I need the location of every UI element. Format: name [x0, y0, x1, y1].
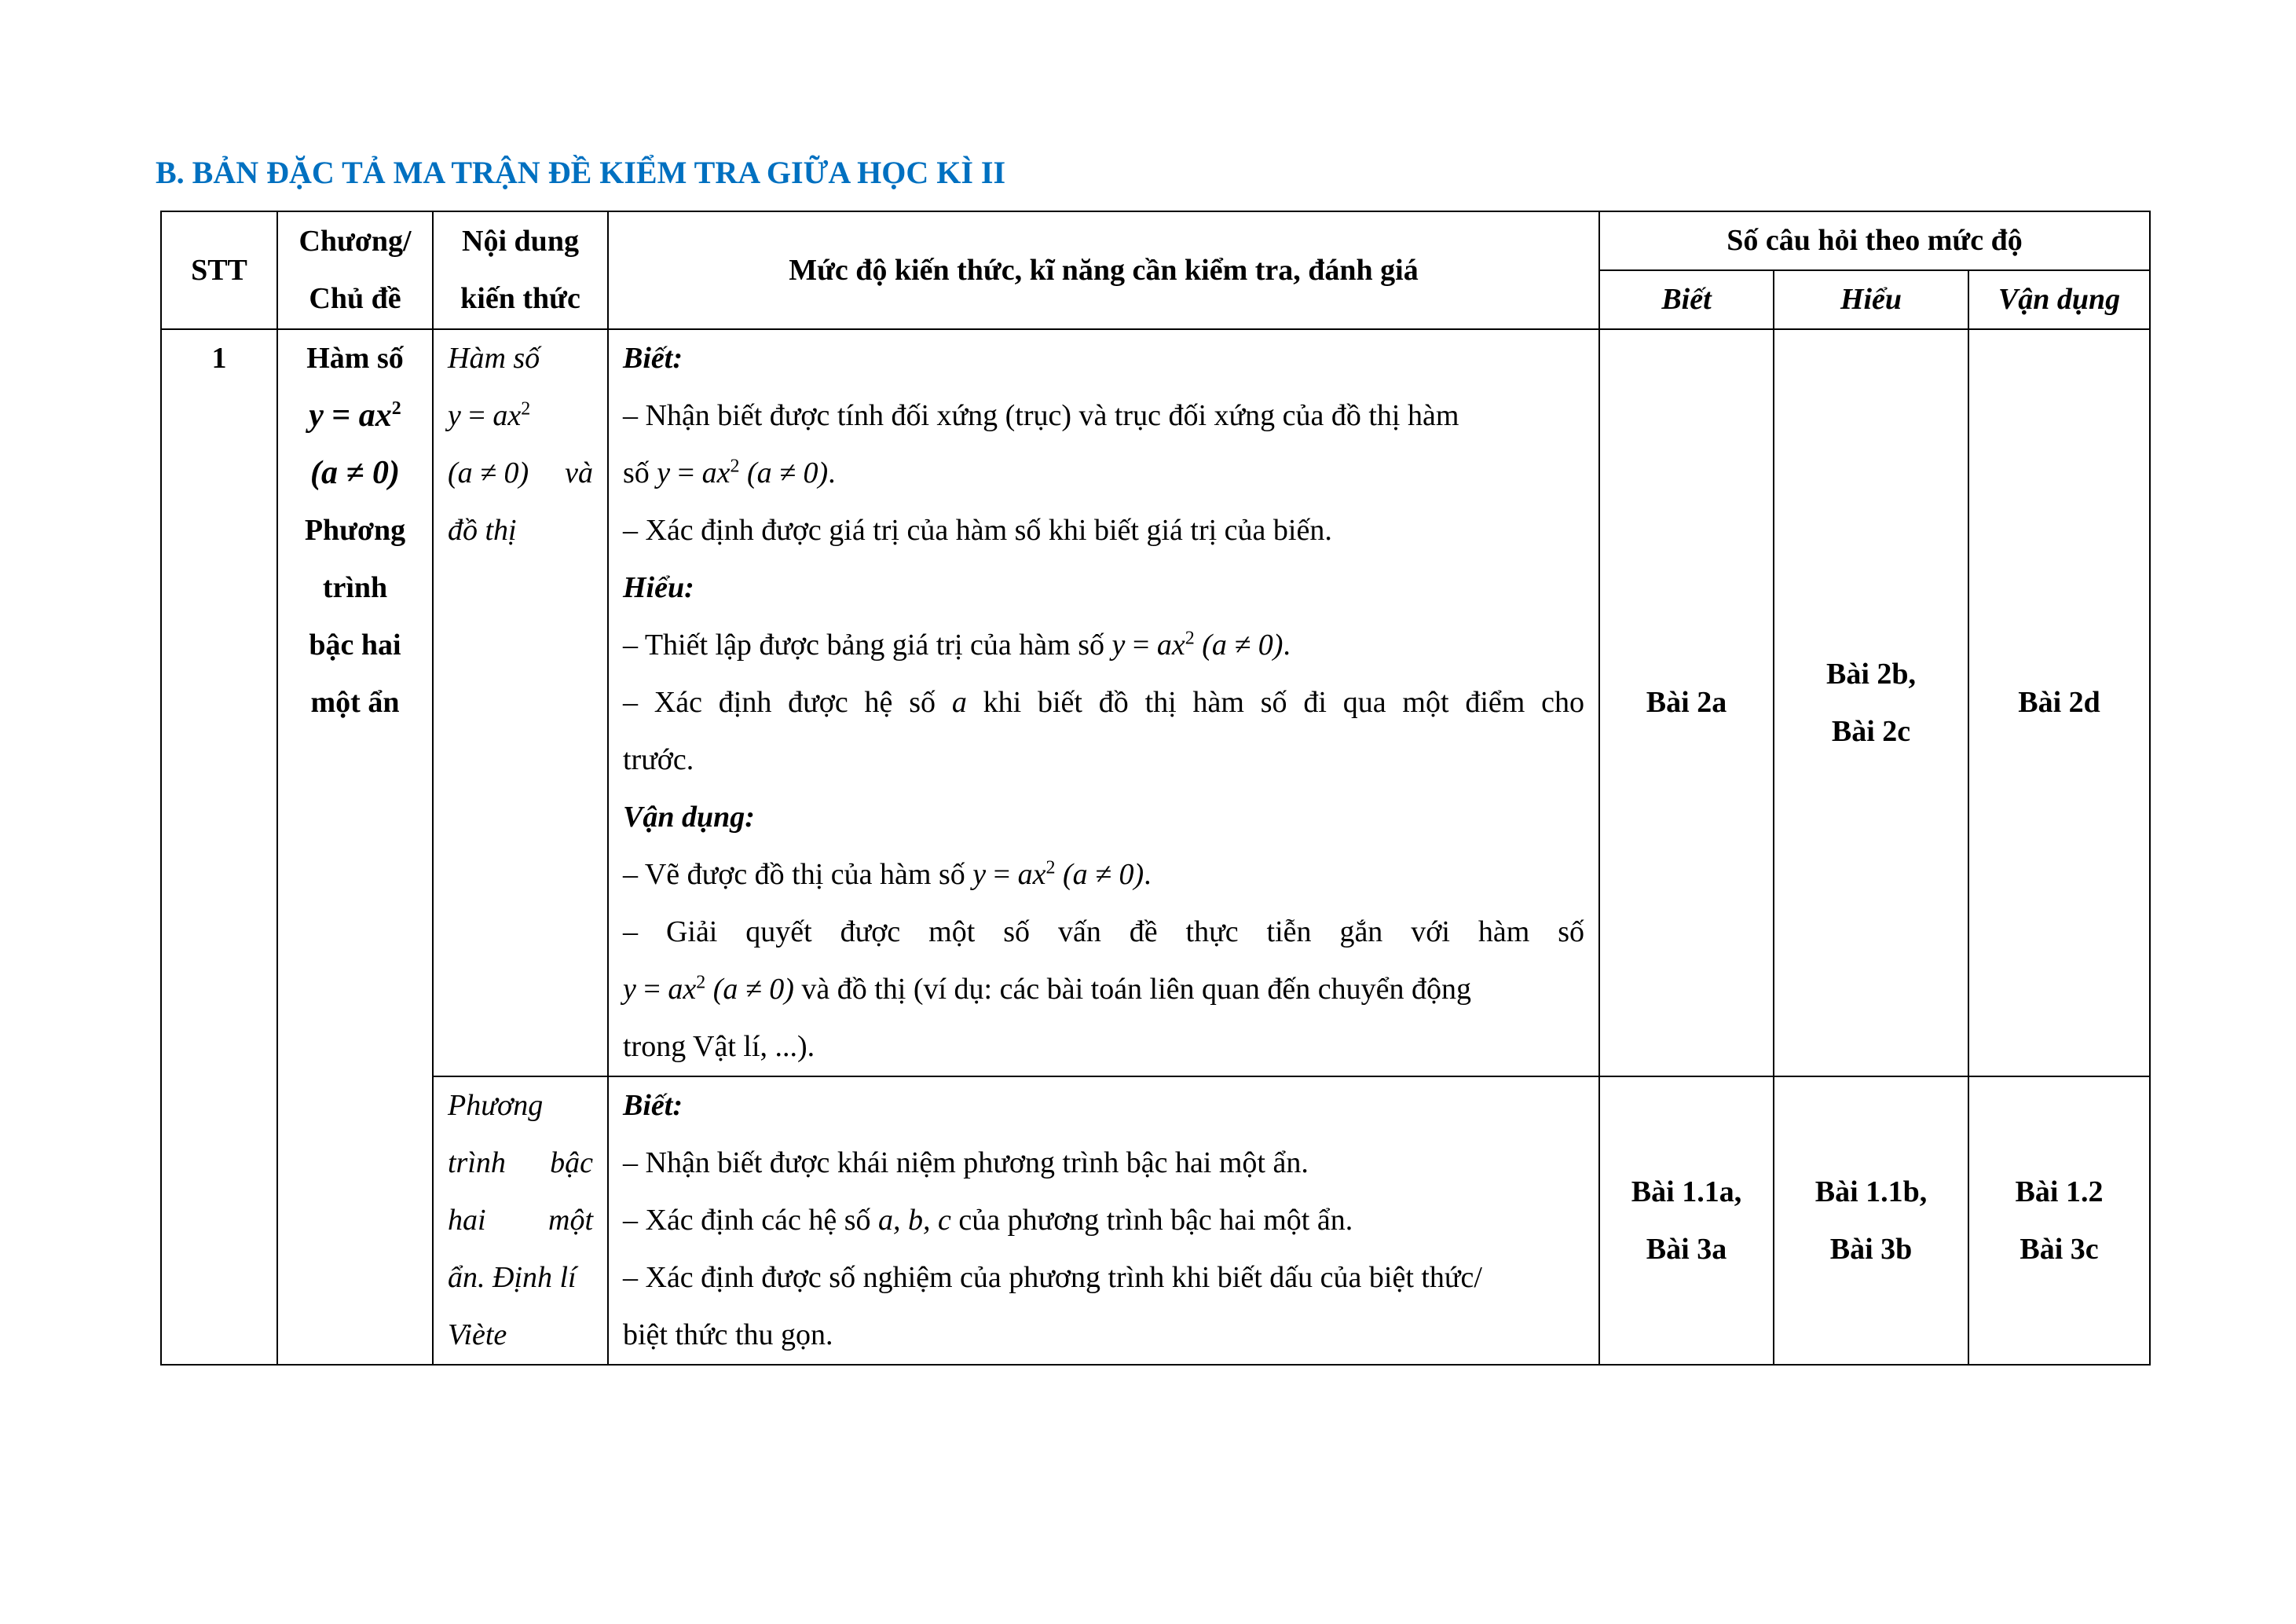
desc-line: $y = ax^2$ (a ≠ 0) và đồ thị (ví dụ: các bài toán liên quan đến chuyển động — [623, 972, 1472, 1006]
chapter-line: một ẩn — [310, 686, 400, 719]
level-label-know: Biết: — [623, 1089, 683, 1122]
header-content-line2: kiến thức — [460, 282, 580, 315]
chapter-line: bậc hai — [309, 629, 401, 662]
header-description: Mức độ kiến thức, kĩ năng cần kiểm tra, đánh giá — [608, 211, 1599, 329]
desc-line: – Giải quyết được một số vấn đề thực tiễn gắn với hàm số — [623, 915, 1584, 948]
content-condition: (a ≠ 0) — [448, 456, 529, 489]
header-content-line1: Nội dung — [462, 225, 579, 258]
desc-formula: $y = ax^2$ (a ≠ 0) — [1111, 628, 1283, 662]
content-condition-row — [448, 445, 593, 502]
header-chapter — [277, 211, 433, 329]
chapter-condition: (a ≠ 0) — [309, 455, 401, 491]
desc-line: trước. — [623, 743, 694, 776]
row-description — [608, 1076, 1599, 1365]
desc-line: – Xác định được hệ số a khi biết đồ thị hàm số đi qua một điểm cho — [623, 686, 1584, 719]
desc-line: trong Vật lí, ...). — [623, 1030, 815, 1063]
header-chapter-line1: Chương/ — [298, 225, 412, 258]
desc-formula: $y = ax^2$ (a ≠ 0) — [657, 456, 829, 489]
level-label-apply: Vận dụng: — [623, 801, 755, 834]
desc-line: – Nhận biết được tính đối xứng (trục) và trục đối xứng của đồ thị hàm — [623, 399, 1459, 432]
specification-matrix-table — [160, 211, 2151, 1366]
desc-formula: $y = ax^2$ (a ≠ 0) — [972, 857, 1144, 891]
header-understand: Hiểu — [1774, 270, 1968, 329]
desc-line: số $y = ax^2$ (a ≠ 0). — [623, 456, 836, 489]
header-know: Biết — [1599, 270, 1774, 329]
chapter-line: Hàm số — [306, 342, 404, 375]
desc-line: – Xác định được số nghiệm của phương trình khi biết dấu của biệt thức/ — [623, 1261, 1482, 1294]
desc-line: – Vẽ được đồ thị của hàm số $y = ax^2$ (a ≠ 0). — [623, 857, 1152, 891]
content-formula: $y = ax^2$ — [448, 398, 531, 432]
desc-line: biệt thức thu gọn. — [623, 1318, 833, 1351]
count-understand: Bài 2b, Bài 2c — [1774, 329, 1968, 1076]
count-know: Bài 1.1a, Bài 3a — [1599, 1076, 1774, 1365]
chapter-line: trình — [322, 571, 388, 604]
header-content — [433, 211, 608, 329]
level-label-understand: Hiểu: — [623, 571, 694, 604]
header-count-group: Số câu hỏi theo mức độ — [1599, 211, 2150, 270]
desc-formula: $y = ax^2$ (a ≠ 0) — [623, 972, 794, 1006]
chapter-formula: $y = ax^2$ — [309, 398, 401, 434]
desc-line: – Thiết lập được bảng giá trị của hàm số $y = ax^2$ (a ≠ 0). — [623, 628, 1291, 662]
count-know: Bài 2a — [1599, 329, 1774, 1076]
content-line: Hàm số — [448, 342, 540, 375]
section-heading: B. BẢN ĐẶC TẢ MA TRẬN ĐỀ KIỂM TRA GIỮA HỌC KÌ II — [156, 155, 1006, 190]
row-content: Phương trình bậc hai một ẩn. Định lí Viète — [433, 1076, 608, 1365]
desc-line: – Nhận biết được khái niệm phương trình bậc hai một ẩn. — [623, 1146, 1309, 1179]
row-chapter — [277, 329, 433, 1365]
desc-line: – Xác định được giá trị của hàm số khi biết giá trị của biến. — [623, 514, 1332, 547]
row-description — [608, 329, 1599, 1076]
level-label-know: Biết: — [623, 342, 683, 375]
table-row — [161, 1076, 2150, 1365]
content-line: và — [565, 456, 593, 489]
content-line: đồ thị — [448, 514, 517, 547]
table-row — [161, 329, 2150, 1076]
count-understand: Bài 1.1b, Bài 3b — [1774, 1076, 1968, 1365]
chapter-line: Phương — [304, 514, 406, 547]
header-chapter-line2: Chủ đề — [309, 282, 401, 315]
header-apply: Vận dụng — [1968, 270, 2150, 329]
desc-line: – Xác định các hệ số a, b, c của phương trình bậc hai một ẩn. — [623, 1204, 1353, 1237]
row-content — [433, 329, 608, 1076]
header-stt: STT — [161, 211, 277, 329]
count-apply: Bài 1.2 Bài 3c — [1968, 1076, 2150, 1365]
row-stt: 1 — [161, 329, 277, 1365]
count-apply: Bài 2d — [1968, 329, 2150, 1076]
